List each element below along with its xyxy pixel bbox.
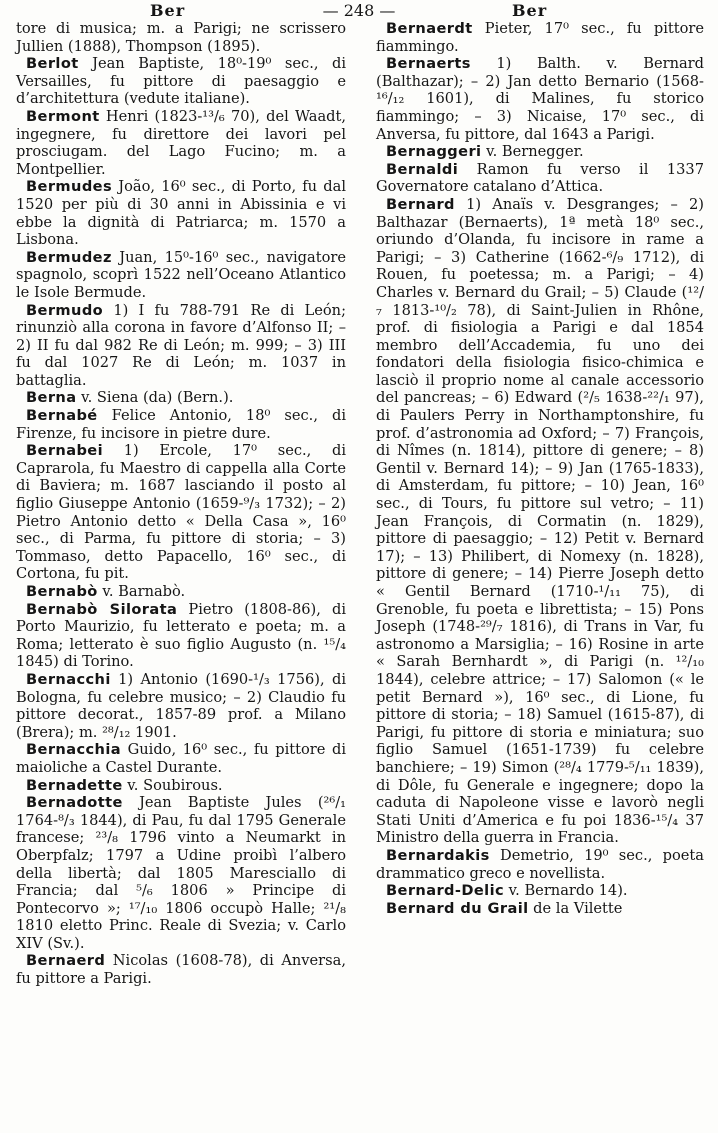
entry-text: Felice Antonio, 18⁰ sec., di Firenze, fu incisore in pietre dure.: [16, 407, 346, 442]
running-header: [0, 0, 718, 22]
entry-text: 1) Antonio (1690-¹/₃ 1756), di Bologna, fu celebre musico; – 2) Claudio fu pittore decorat., 1857-89 prof. a Milano (Brera); m. ²⁸/₁₂ 1901.: [16, 670, 346, 741]
entry-text: Juan, 15⁰-16⁰ sec., navigatore spagnolo, scoprì 1522 nell’Oceano Atlantico le Isole Bermude.: [16, 248, 346, 301]
entry-text: 1) I fu 788-791 Re di León; rinunziò alla corona in favore d’Alfonso II; – 2) II fu dal 982 Re di León; m. 999; – 3) III fu dal 1027 Re di León; m. 1037 in battaglia.: [16, 301, 346, 389]
entry-headword: Bernadette: [26, 776, 123, 794]
header-left-guide-word: Ber: [150, 1, 186, 20]
dictionary-entry: [16, 952, 346, 987]
dictionary-entry: [376, 55, 704, 143]
dictionary-entry: [16, 671, 346, 741]
entry-text: v. Soubirous.: [122, 776, 223, 794]
entry-headword: Bermont: [26, 107, 100, 125]
entry-text: 1) Ercole, 17⁰ sec., di Caprarola, fu Maestro di cappella alla Corte di Baviera; m. 1687 lasciando il posto al figlio Giuseppe Antonio (1659-⁹/₃ 1732); – 2) Pietro Antonio detto « Della Casa », 16⁰ sec., di Parma, fu pittore di storia; – 3) Tommaso, detto Papacello, 16⁰ sec., di Cortona, fu pit.: [16, 442, 346, 583]
entry-headword: Bernaerdt: [386, 20, 473, 37]
entry-headword: Bernabò: [26, 583, 98, 600]
header-right-guide-word: Ber: [512, 1, 548, 20]
dictionary-entry: [16, 302, 346, 390]
dictionary-entry: [16, 55, 346, 108]
entry-headword: Berna: [26, 389, 77, 407]
entry-headword: Bernacchia: [26, 741, 121, 759]
entry-headword: Bernard-Delic: [386, 882, 505, 900]
entry-headword: Bernaggeri: [386, 143, 482, 161]
entry-text: v. Siena (da) (Bern.).: [76, 389, 234, 407]
entry-headword: Bernabò Silorata: [26, 600, 178, 618]
dictionary-entry: [16, 583, 346, 601]
dictionary-entry: [16, 442, 346, 583]
entry-text: Ramon fu verso il 1337 Governatore catalano d’Attica.: [376, 160, 704, 196]
entry-text: Demetrio, 19⁰ sec., poeta drammatico greco e novellista.: [376, 846, 704, 882]
entry-headword: Bermudez: [26, 248, 112, 266]
entry-headword: Bermudo: [26, 301, 104, 319]
entry-headword: Bermudes: [26, 178, 113, 196]
entry-text: Henri (1823-¹³/₆ 70), del Waadt, ingegnere, fu direttore dei lavori pel prosciugam. del Lago Fucino; m. a Montpellier.: [16, 107, 346, 178]
left-column: [16, 20, 346, 988]
dictionary-entry: [16, 389, 346, 407]
entry-text: Guido, 16⁰ sec., fu pittore di maioliche a Castel Durante.: [16, 741, 346, 776]
entry-headword: Bernadotte: [26, 794, 123, 812]
entry-text: v. Barnabò.: [97, 583, 186, 600]
dictionary-entry: [16, 601, 346, 671]
entry-text: Jean Baptiste Jules (²⁶/₁ 1764-⁸/₃ 1844), di Pau, fu dal 1795 Generale francese; ²³/₈ 1796 vinto a Neumarkt in Oberpfalz; 1797 a Udine proibì l’albero della libertà; dal 1805 Maresciallo di Francia; dal ⁵/₆ 1806 » Principe di Pontecorvo »; ¹⁷/₁₀ 1806 occupò Halle; ²¹/₈ 1810 eletto Princ. Reale di Svezia; v. Carlo XIV (Sv.).: [16, 794, 346, 952]
entry-text: v. Bernegger.: [481, 143, 584, 161]
entry-text: v. Bernardo 14).: [504, 882, 628, 900]
entry-text: Nicolas (1608-78), di Anversa, fu pittore a Parigi.: [16, 952, 346, 988]
page-number: — 248 —: [322, 1, 396, 20]
entry-text: Pieter, 17⁰ sec., fu pittore fiammingo.: [376, 20, 704, 55]
entry-headword: Bernaldi: [386, 160, 459, 178]
dictionary-entry: [376, 196, 704, 847]
dictionary-entry: [16, 20, 346, 55]
dictionary-entry: [376, 900, 704, 918]
dictionary-entry: [16, 407, 346, 442]
dictionary-entry: [16, 741, 346, 776]
entry-headword: Berlot: [26, 55, 79, 73]
dictionary-entry: [16, 108, 346, 178]
entry-text: Jean Baptiste, 18⁰-19⁰ sec., di Versailles, fu pittore di paesaggio e d’architettura (vedute italiane).: [16, 55, 346, 108]
entry-headword: Bernabei: [26, 442, 104, 460]
entry-headword: Bernacchi: [26, 670, 111, 688]
entry-headword: Bernard du Grail: [386, 899, 529, 917]
dictionary-entry: [376, 20, 704, 55]
dictionary-entry: [16, 178, 346, 248]
dictionary-entry: [376, 161, 704, 196]
dictionary-entry: [16, 249, 346, 302]
dictionary-entry: [376, 847, 704, 882]
entry-text: tore di musica; m. a Parigi; ne scrissero Jullien (1888), Thompson (1895).: [16, 20, 346, 55]
entry-text: 1) Balth. v. Bernard (Balthazar); – 2) Jan detto Bernario (1568-¹⁶/₁₂ 1601), di Malines, fu storico fiammingo; – 3) Nicaise, 17⁰ sec., di Anversa, fu pittore, dal 1643 a Parigi.: [376, 55, 704, 143]
entry-text: Pietro (1808-86), di Porto Maurizio, fu letterato e poeta; m. a Roma; letterato è suo figlio Augusto (n. ¹⁵/₄ 1845) di Torino.: [16, 600, 346, 671]
entry-text: João, 16⁰ sec., di Porto, fu dal 1520 per più di 30 anni in Abissinia e vi ebbe la dignità di Patriarca; m. 1570 a Lisbona.: [16, 178, 346, 249]
entry-text: 1) Anaïs v. Desgranges; – 2) Balthazar (Bernaerts), 1ª metà 18⁰ sec., oriundo d’Olanda, fu incisore in rame a Parigi; – 3) Catherine (1662-⁶/₉ 1712), di Rouen, fu poetessa; m. a Parigi; – 4) Charles v. Bernard du Grail; – 5) Claude (¹²/₇ 1813-¹⁰/₂ 78), di Saint-Julien in Rhône, prof. di fisiologia a Parigi e dal 1854 membro dell’Accademia, fu uno dei fondatori della fisiologia fisico-chimica e lasciò il proprio nome al canale accessorio del pancreas; – 6) Edward (²/₅ 1638-²²/₁ 97), di Paulers Perry in Northamptonshire, fu prof. d’astronomia ad Oxford; – 7) François, di Nîmes (n. 1814), pittore di genere; – 8) Gentil v. Bernard 14); – 9) Jan (1765-1833), di Amsterdam, fu pittore; – 10) Jean, 16⁰ sec., di Tours, fu pittore sul vetro; – 11) Jean François, di Cormatin (n. 1829), pittore di paesaggio; – 12) Petit v. Bernard 17); – 13) Philibert, di Nomexy (n. 1828), pittore di genere; – 14) Pierre Joseph detto « Gentil Bernard (1710-¹/₁₁ 75), di Grenoble, fu poeta e librettista; – 15) Pons Joseph (1748-²⁹/₇ 1816), di Trans in Var, fu astronomo a Marsiglia; – 16) Rosine in arte « Sarah Bernhardt », di Parigi (n. ¹²/₁₀ 1844), celebre attrice; – 17) Salomon (« le petit Bernard »), 16⁰ sec., di Lione, fu pittore di storia; – 18) Samuel (1615-87), di Parigi, fu pittore di storia e miniatura; suo figlio Samuel (1651-1739) fu celebre banchiere; – 19) Simon (²⁸/₄ 1779-⁵/₁₁ 1839), di Dôle, fu Generale e ingegnere; dopo la caduta di Napoleone visse e lavorò negli Stati Uniti d’America e fu poi 1836-¹⁵/₄ 37 Ministro della guerra in Francia.: [376, 195, 704, 847]
entry-headword: Bernaerts: [386, 55, 471, 73]
dictionary-entry: [16, 794, 346, 952]
entry-headword: Bernardakis: [386, 846, 490, 864]
entry-headword: Bernabé: [26, 407, 98, 425]
entry-headword: Bernaerd: [26, 952, 106, 970]
right-column: [376, 20, 704, 917]
dictionary-entry: [376, 143, 704, 161]
dictionary-entry: [376, 882, 704, 900]
entry-text: de la Vilette: [528, 899, 623, 917]
entry-headword: Bernard: [386, 195, 455, 213]
dictionary-entry: [16, 777, 346, 795]
